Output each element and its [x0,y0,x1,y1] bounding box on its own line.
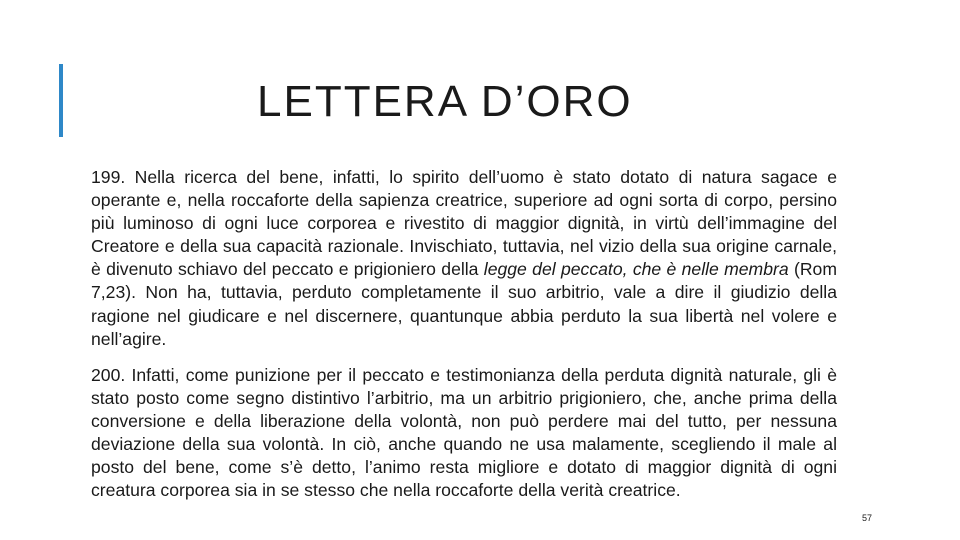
page-number: 57 [862,513,873,523]
paragraph-199-quote: legge del peccato, che è nelle membra [483,259,789,280]
paragraph-199 [91,166,837,351]
paragraph-200: 200. Infatti, come punizione per il peccato e testimonianza della perduta dignità naturale, gli è stato posto come segno distintivo l’arbitrio, ma un arbitrio prigioniero, che, anche prima della conversione e della liberazione della volontà, non può perdere mai del tutto, per nessuna deviazione della sua volontà. In ciò, anche quando ne usa malamente, scegliendo il male al posto del bene, come s’è detto, l’animo resta migliore e dotato di maggior dignità di ogni creatura corporea sia in se stesso che nella roccaforte della verità creatrice. [91,364,837,501]
title-accent-bar [59,64,63,137]
body-text [91,166,837,502]
slide-title: LETTERA D’ORO [257,77,633,126]
paragraph-199-outro: (Rom 7,23). Non ha, tuttavia, perduto completamente il suo arbitrio, vale a dire il giudizio della ragione nel giudicare e nel discernere, quantunque abbia perduto la sua libertà nel volere e nell’agire. [91,259,837,349]
paragraph-199-intro: 199. Nella ricerca del bene, infatti, lo spirito dell’uomo è stato dotato di natura sagace e operante e, nella roccaforte della sapienza creatrice, superiore ad ogni sorta di corpo, persino più luminoso di ogni luce corporea e rivestito di maggior dignità, in virtù dell’immagine del Creatore e della sua capacità razionale. Invischiato, tuttavia, nel vizio della sua origine carnale, è divenuto schiavo del peccato e prigioniero della [91,167,837,280]
